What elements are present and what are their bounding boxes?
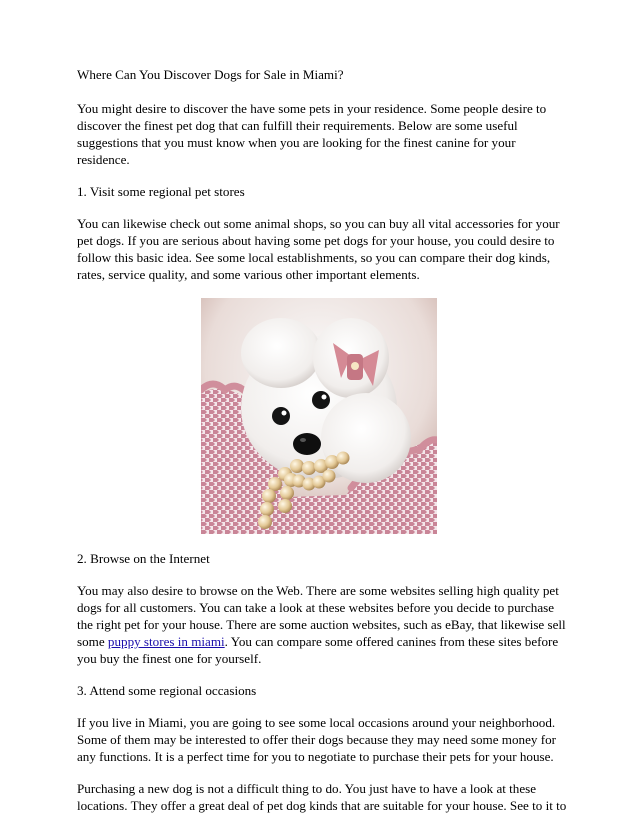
closing-paragraph: Purchasing a new dog is not a difficult thing to do. You just have to have a look at these locations. They offer a great deal of pet dog kinds that are suitable for your house. See to it to (77, 781, 567, 813)
section-3-heading: 3. Attend some regional occasions (77, 683, 257, 698)
section-1-paragraph: You can likewise check out some animal shops, so you can buy all vital accessories for your pet dogs. If you are serious about having some pet dogs for your house, you could desire to follow this basic idea. See some local establishments, so you can compare their dog kinds, rates, service quality, and some various other important elements. (77, 216, 560, 282)
puppy-stores-link[interactable]: puppy stores in miami (107, 634, 225, 649)
section-1-heading: 1. Visit some regional pet stores (77, 184, 245, 199)
intro-paragraph: You might desire to discover the have some pets in your residence. Some people desire to discover the finest pet dog that can fulfill their requirements. Below are some useful suggestions that you must know when you are looking for the finest canine for your residence. (77, 101, 547, 167)
section-2-text-after-link: . You can compare some offered canines from these sites before you buy the finest one for yourself. (77, 634, 559, 666)
section-2-heading: 2. Browse on the Internet (77, 551, 210, 566)
document-title: Where Can You Discover Dogs for Sale in Miami? (77, 67, 344, 82)
document-body (77, 66, 567, 829)
section-2-paragraph (77, 582, 567, 667)
section-2-text-before-link: You may also desire to browse on the Web. There are some websites selling high quality pet dogs for all customers. You can take a look at these websites before you decide to purchase the right pet for your house. There are some auction websites, such as eBay, that likewise sell some (77, 583, 566, 649)
section-3-paragraph: If you live in Miami, you are going to see some local occasions around your neighborhood. Some of them may be interested to offer their dogs because they may need some money for any functions. It is a perfect time for you to negotiate to purchase their pets for your house. (77, 715, 556, 764)
puppy-photo (201, 298, 437, 534)
